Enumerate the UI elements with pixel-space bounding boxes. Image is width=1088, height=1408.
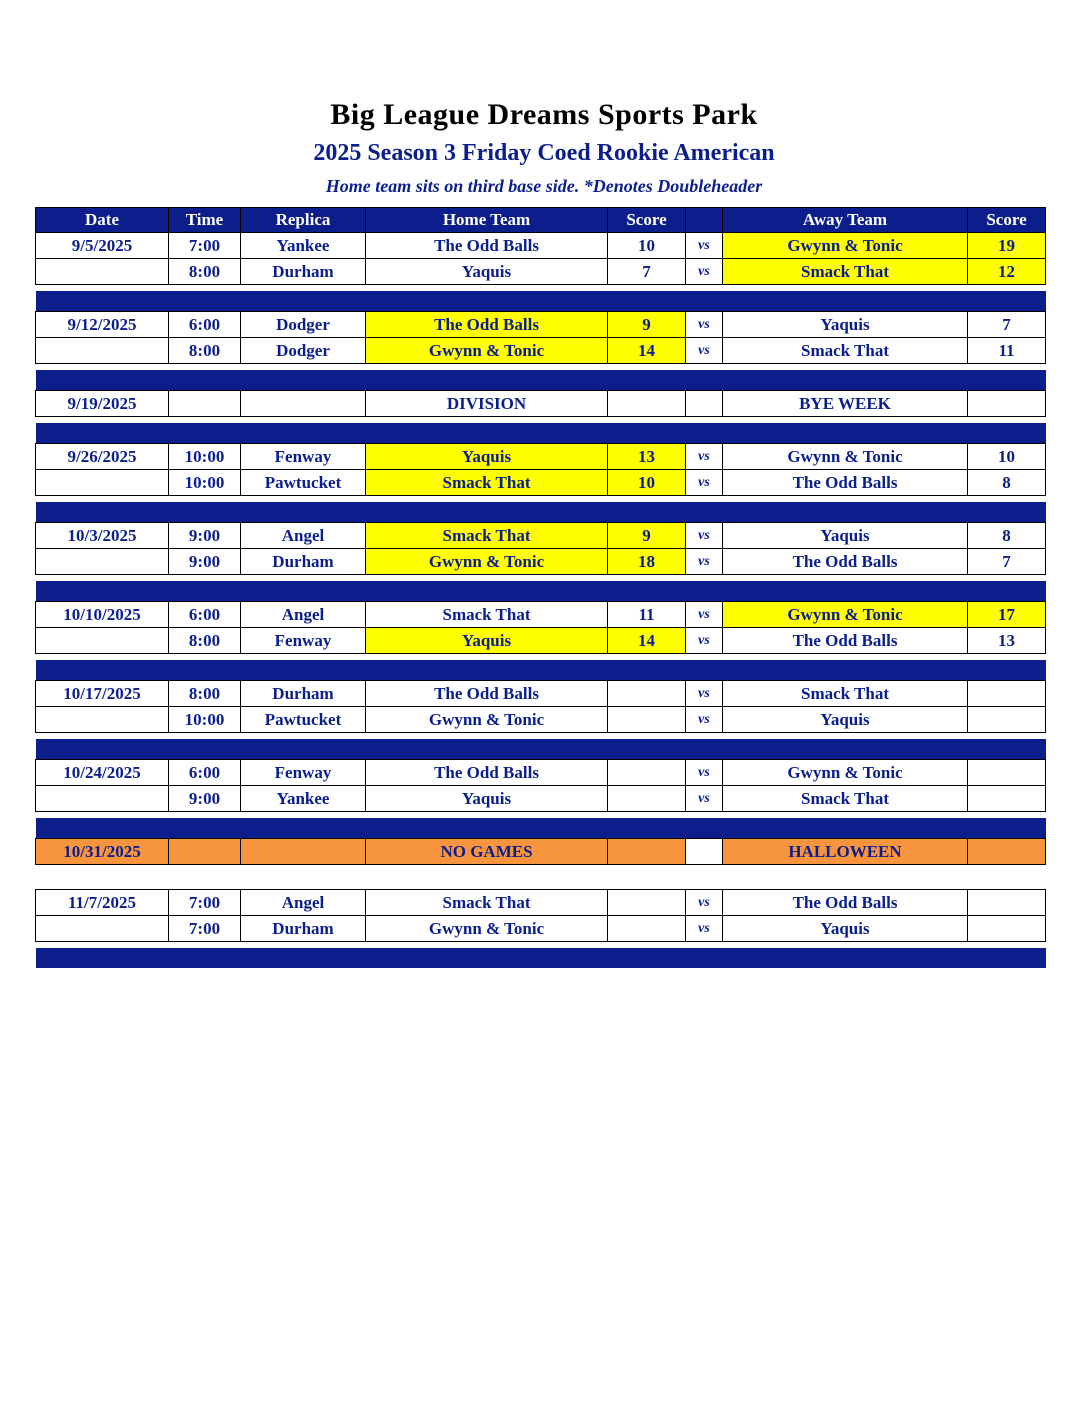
cell-away-score [968, 760, 1046, 786]
cell-away-team: Yaquis [723, 916, 968, 942]
game-row [36, 444, 1046, 470]
cell-home-team: Smack That [366, 890, 608, 916]
cell-replica: Angel [241, 602, 366, 628]
cell-away-team: The Odd Balls [723, 549, 968, 575]
separator-bar [36, 370, 1046, 391]
cell-replica: Pawtucket [241, 470, 366, 496]
cell-away-team: HALLOWEEN [723, 839, 968, 865]
cell-home-score [608, 681, 686, 707]
separator-row [36, 370, 1046, 391]
cell-time: 7:00 [169, 916, 241, 942]
cell-replica: Durham [241, 681, 366, 707]
cell-time: 6:00 [169, 760, 241, 786]
cell-date [36, 786, 169, 812]
header-vs [686, 208, 723, 233]
cell-date [36, 470, 169, 496]
page-note: Home team sits on third base side. *Denotes Doubleheader [325, 176, 763, 196]
vs-label [686, 391, 723, 417]
page-subtitle: 2025 Season 3 Friday Coed Rookie American [313, 140, 775, 166]
header-home-score: Score [608, 208, 686, 233]
header-home-team: Home Team [366, 208, 608, 233]
cell-away-score: 17 [968, 602, 1046, 628]
cell-home-team: Yaquis [366, 628, 608, 654]
cell-away-score: 12 [968, 259, 1046, 285]
game-row [36, 707, 1046, 733]
cell-away-score: 19 [968, 233, 1046, 259]
cell-date: 10/10/2025 [36, 602, 169, 628]
cell-home-score [608, 391, 686, 417]
cell-home-team: Gwynn & Tonic [366, 549, 608, 575]
cell-time: 9:00 [169, 786, 241, 812]
header-time: Time [169, 208, 241, 233]
page-title: Big League Dreams Sports Park [330, 98, 758, 131]
separator-bar [36, 660, 1046, 681]
vs-label: vs [686, 470, 723, 496]
cell-home-team: The Odd Balls [366, 681, 608, 707]
game-row [36, 470, 1046, 496]
no-games-row [36, 839, 1046, 865]
cell-time: 8:00 [169, 259, 241, 285]
cell-date: 10/17/2025 [36, 681, 169, 707]
cell-home-team: Smack That [366, 523, 608, 549]
cell-home-team: Yaquis [366, 259, 608, 285]
cell-date: 9/5/2025 [36, 233, 169, 259]
cell-date: 11/7/2025 [36, 890, 169, 916]
cell-away-team: Yaquis [723, 312, 968, 338]
cell-home-team: Yaquis [366, 786, 608, 812]
cell-home-score: 10 [608, 233, 686, 259]
cell-home-score [608, 760, 686, 786]
game-row [36, 681, 1046, 707]
cell-away-team: The Odd Balls [723, 628, 968, 654]
cell-away-team: Gwynn & Tonic [723, 602, 968, 628]
cell-away-team: BYE WEEK [723, 391, 968, 417]
cell-home-score: 14 [608, 628, 686, 654]
cell-time: 8:00 [169, 681, 241, 707]
cell-date: 9/19/2025 [36, 391, 169, 417]
cell-away-score: 13 [968, 628, 1046, 654]
cell-replica: Fenway [241, 760, 366, 786]
cell-home-team: The Odd Balls [366, 233, 608, 259]
cell-away-team: Smack That [723, 786, 968, 812]
cell-time: 9:00 [169, 549, 241, 575]
cell-away-team: Yaquis [723, 523, 968, 549]
separator-bar [36, 739, 1046, 760]
separator-row [36, 581, 1046, 602]
cell-date: 10/3/2025 [36, 523, 169, 549]
vs-label: vs [686, 707, 723, 733]
cell-away-score: 8 [968, 523, 1046, 549]
cell-away-team: Gwynn & Tonic [723, 233, 968, 259]
cell-away-team: Smack That [723, 259, 968, 285]
cell-home-score: 9 [608, 523, 686, 549]
separator-row [36, 739, 1046, 760]
cell-replica: Angel [241, 523, 366, 549]
cell-time: 10:00 [169, 707, 241, 733]
header-away-team: Away Team [723, 208, 968, 233]
cell-away-score [968, 681, 1046, 707]
game-row [36, 786, 1046, 812]
cell-home-team: Smack That [366, 470, 608, 496]
cell-home-team: Gwynn & Tonic [366, 707, 608, 733]
separator-row [36, 818, 1046, 839]
cell-time [169, 839, 241, 865]
table-body [36, 233, 1046, 969]
cell-away-score [968, 707, 1046, 733]
cell-home-score: 14 [608, 338, 686, 364]
game-row [36, 602, 1046, 628]
cell-home-team: NO GAMES [366, 839, 608, 865]
game-row [36, 890, 1046, 916]
cell-home-team: Yaquis [366, 444, 608, 470]
vs-label: vs [686, 523, 723, 549]
vs-label: vs [686, 259, 723, 285]
cell-home-team: Gwynn & Tonic [366, 338, 608, 364]
cell-home-team: Smack That [366, 602, 608, 628]
cell-home-score [608, 786, 686, 812]
cell-away-team: Yaquis [723, 707, 968, 733]
cell-date [36, 628, 169, 654]
cell-replica: Pawtucket [241, 707, 366, 733]
cell-time [169, 391, 241, 417]
cell-away-team: Smack That [723, 338, 968, 364]
cell-date [36, 259, 169, 285]
cell-home-score: 18 [608, 549, 686, 575]
header-replica: Replica [241, 208, 366, 233]
vs-label: vs [686, 444, 723, 470]
cell-replica: Yankee [241, 786, 366, 812]
separator-row [36, 291, 1046, 312]
vs-label: vs [686, 786, 723, 812]
game-row [36, 391, 1046, 417]
vs-label: vs [686, 760, 723, 786]
cell-away-score: 8 [968, 470, 1046, 496]
cell-away-score: 10 [968, 444, 1046, 470]
vs-label: vs [686, 890, 723, 916]
separator-bar [36, 291, 1046, 312]
spacer-row [36, 865, 1046, 890]
cell-replica: Fenway [241, 444, 366, 470]
cell-time: 8:00 [169, 338, 241, 364]
cell-date: 10/31/2025 [36, 839, 169, 865]
game-row [36, 259, 1046, 285]
cell-time: 10:00 [169, 470, 241, 496]
cell-replica: Dodger [241, 338, 366, 364]
cell-home-score [608, 707, 686, 733]
separator-row [36, 660, 1046, 681]
header-away-score: Score [968, 208, 1046, 233]
vs-label: vs [686, 681, 723, 707]
vs-label: vs [686, 549, 723, 575]
vs-label: vs [686, 338, 723, 364]
cell-home-score [608, 839, 686, 865]
cell-replica: Fenway [241, 628, 366, 654]
separator-bar [36, 818, 1046, 839]
game-row [36, 760, 1046, 786]
separator-bar [36, 581, 1046, 602]
cell-away-score [968, 890, 1046, 916]
vs-label: vs [686, 312, 723, 338]
cell-home-team: The Odd Balls [366, 760, 608, 786]
separator-bar [36, 948, 1046, 968]
header-date: Date [36, 208, 169, 233]
cell-home-team: DIVISION [366, 391, 608, 417]
separator-bar [36, 423, 1046, 444]
cell-home-score: 11 [608, 602, 686, 628]
spacer-bar [36, 865, 1046, 890]
vs-label: vs [686, 602, 723, 628]
header-row [36, 208, 1046, 233]
cell-replica [241, 391, 366, 417]
vs-label: vs [686, 233, 723, 259]
cell-away-score [968, 391, 1046, 417]
cell-replica: Durham [241, 259, 366, 285]
cell-away-score: 7 [968, 549, 1046, 575]
cell-date: 10/24/2025 [36, 760, 169, 786]
cell-home-score: 10 [608, 470, 686, 496]
cell-time: 8:00 [169, 628, 241, 654]
cell-away-score: 7 [968, 312, 1046, 338]
cell-date [36, 338, 169, 364]
game-row [36, 312, 1046, 338]
game-row [36, 628, 1046, 654]
cell-away-team: The Odd Balls [723, 890, 968, 916]
cell-replica: Dodger [241, 312, 366, 338]
cell-date [36, 549, 169, 575]
cell-home-team: The Odd Balls [366, 312, 608, 338]
cell-away-score: 11 [968, 338, 1046, 364]
cell-away-team: Gwynn & Tonic [723, 760, 968, 786]
separator-row [36, 948, 1046, 968]
cell-home-score: 7 [608, 259, 686, 285]
cell-date: 9/12/2025 [36, 312, 169, 338]
cell-replica: Durham [241, 549, 366, 575]
schedule-table [35, 207, 1046, 968]
cell-away-score [968, 786, 1046, 812]
game-row [36, 549, 1046, 575]
cell-home-score: 9 [608, 312, 686, 338]
cell-time: 10:00 [169, 444, 241, 470]
separator-bar [36, 502, 1046, 523]
cell-replica: Angel [241, 890, 366, 916]
separator-row [36, 423, 1046, 444]
cell-time: 7:00 [169, 890, 241, 916]
cell-replica [241, 839, 366, 865]
game-row [36, 523, 1046, 549]
cell-time: 7:00 [169, 233, 241, 259]
cell-home-score: 13 [608, 444, 686, 470]
cell-away-team: Gwynn & Tonic [723, 444, 968, 470]
cell-time: 9:00 [169, 523, 241, 549]
cell-home-score [608, 916, 686, 942]
cell-time: 6:00 [169, 312, 241, 338]
vs-label [686, 839, 723, 865]
cell-date [36, 707, 169, 733]
game-row [36, 338, 1046, 364]
cell-time: 6:00 [169, 602, 241, 628]
cell-replica: Yankee [241, 233, 366, 259]
vs-label: vs [686, 628, 723, 654]
table-header [36, 208, 1046, 233]
cell-away-score [968, 916, 1046, 942]
game-row [36, 233, 1046, 259]
cell-away-score [968, 839, 1046, 865]
cell-home-score [608, 890, 686, 916]
separator-row [36, 502, 1046, 523]
cell-home-team: Gwynn & Tonic [366, 916, 608, 942]
cell-away-team: The Odd Balls [723, 470, 968, 496]
cell-replica: Durham [241, 916, 366, 942]
cell-date: 9/26/2025 [36, 444, 169, 470]
vs-label: vs [686, 916, 723, 942]
game-row [36, 916, 1046, 942]
cell-away-team: Smack That [723, 681, 968, 707]
cell-date [36, 916, 169, 942]
